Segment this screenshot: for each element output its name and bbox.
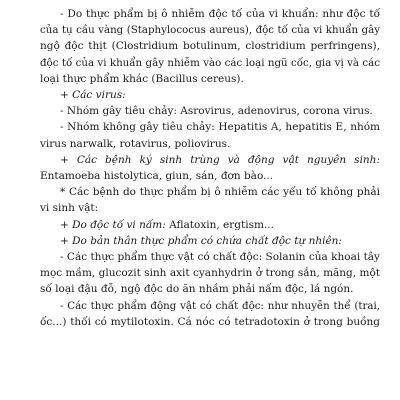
- section-heading: + Các virus:: [60, 89, 126, 102]
- text-line: của tụ cầu vàng (Staphylococus aureus), độc tố của vi khuẩn gây: [40, 24, 380, 37]
- text-line: - Nhóm không gây tiêu chảy: Hepatitis A, hepatitis E, nhóm: [60, 121, 380, 134]
- text-line: - Nhóm gây tiêu chảy: Asrovirus, adenovirus, corona virus.: [60, 105, 373, 118]
- document-page: [40, 6, 380, 330]
- text-line: ngộ độc thịt (Clostridium botulinum, clostridium perfringens),: [40, 40, 380, 53]
- text-line: - Các thực phẩm động vật có chất độc: như nhuyễn thể (trai,: [60, 299, 380, 312]
- text-line: độc tố của vi khuẩn gây nhiễm vào các loại ngũ cốc, gia vị và các: [40, 56, 380, 69]
- text-span: Aflatoxin, ergtism...: [165, 218, 274, 231]
- text-line: Entamoeba histolytica, giun, sán, đơn bào...: [40, 170, 274, 183]
- text-line: * Các bệnh do thực phẩm bị ô nhiễm các yếu tố không phải: [60, 186, 380, 199]
- section-heading: + Do độc tố vi nấm:: [60, 218, 166, 231]
- text-line: mọc mầm, glucozit sinh axit cyanhydrin ở trong sắn, măng, một: [40, 267, 380, 280]
- text-line: [40, 217, 380, 233]
- text-line: - Do thực phẩm bị ô nhiễm độc tố của vi khuẩn: như độc tố: [60, 8, 380, 20]
- text-line: virus narwalk, rotavirus, poliovirus.: [40, 137, 231, 150]
- text-line: ốc...) thối có mytilotoxin. Cá nóc có tetradotoxin ở trong buồng: [40, 315, 380, 328]
- text-line: số loại đậu đỗ, ngộ độc do ăn nhầm phải nấm độc, lá ngón.: [40, 283, 354, 296]
- section-heading: + Các bệnh ký sinh trùng và động vật nguyên sinh:: [60, 153, 380, 166]
- text-line: loại thực phẩm khác (Bacillus cereus).: [40, 72, 244, 85]
- section-heading: + Do bản thân thực phẩm có chứa chất độc tự nhiên:: [60, 234, 342, 247]
- text-line: vi sinh vật:: [40, 202, 99, 215]
- text-line: - Các thực phẩm thực vật có chất độc: Solanin của khoai tây: [60, 251, 380, 264]
